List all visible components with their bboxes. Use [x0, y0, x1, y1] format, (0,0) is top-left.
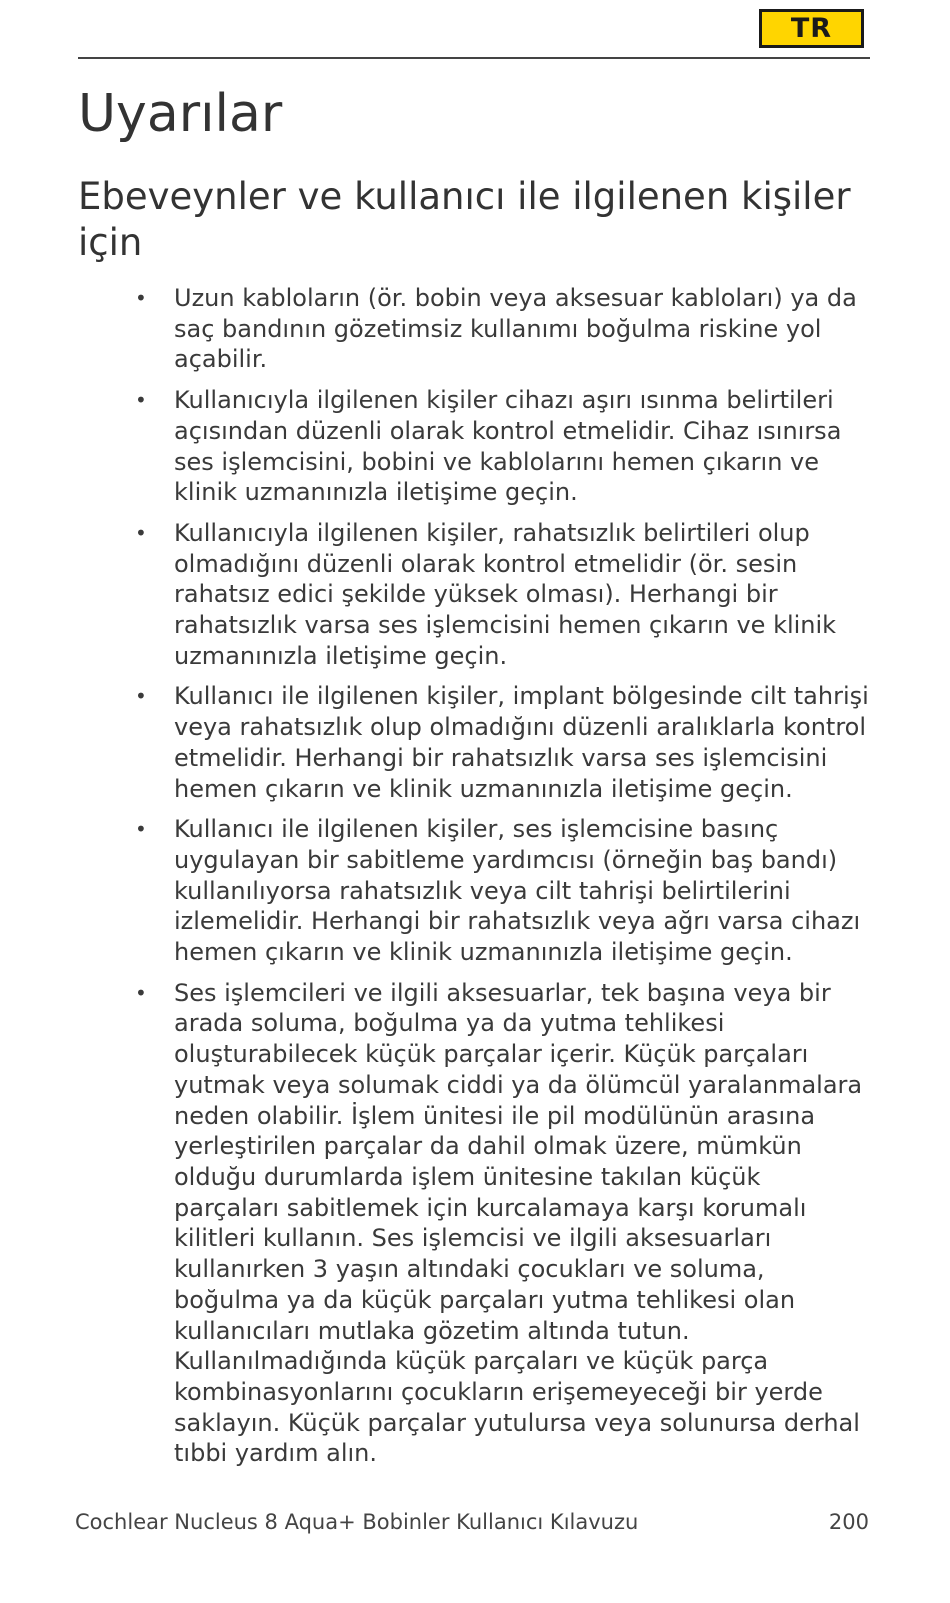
language-badge: TR	[759, 9, 864, 48]
warning-text: Uzun kabloların (ör. bobin veya aksesuar kabloları) ya da saç bandının gözetimsiz kullanımı boğulma riskine yol açabilir.	[174, 284, 857, 374]
warning-text: Ses işlemcileri ve ilgili aksesuarlar, tek başına veya bir arada soluma, boğulma ya da yutma tehlikesi oluşturabilecek küçük parçalar içerir. Küçük parçaları yutmak veya solumak ciddi ya da ölümcül yaralanmalara neden olabilir. İşlem ünitesi ile pil modülünün arasına yerleştirilen parçalar da dahil olmak üzere, mümkün olduğu durumlarda işlem ünitesine takılan küçük parçaları sabitlemek için kurcalamaya karşı korumalı kilitleri kullanın. Ses işlemcisi ve ilgili aksesuarları kullanırken 3 yaşın altındaki çocukları ve soluma, boğulma ya da küçük parçaları yutma tehlikesi olan kullanıcıları mutlaka gözetim altında tutun. Kullanılmadığında küçük parçaları ve küçük parça kombinasyonlarını çocukların erişemeyeceği bir yerde saklayın. Küçük parçalar yutulursa veya solunursa derhal tıbbi yardım alın.	[174, 978, 863, 1468]
header-divider	[78, 57, 870, 59]
warning-item	[0, 385, 872, 508]
warning-text: Kullanıcı ile ilgilenen kişiler, implant bölgesinde cilt tahrişi veya rahatsızlık olup olmadığını düzenli aralıklarla kontrol etmelidir. Herhangi bir rahatsızlık varsa ses işlemcisini hemen çıkarın ve klinik uzmanınızla iletişime geçin.	[174, 682, 869, 803]
warning-text: Kullanıcı ile ilgilenen kişiler, ses işlemcisine basınç uygulayan bir sabitleme yardımcısı (örneğin baş bandı) kullanılıyorsa rahatsızlık veya cilt tahrişi belirtilerini izlemelidir. Herhangi bir rahatsızlık veya ağrı varsa cihazı hemen çıkarın ve klinik uzmanınızla iletişime geçin.	[174, 815, 861, 967]
warning-item	[0, 681, 872, 804]
bullet-icon: •	[135, 817, 147, 842]
bullet-icon: •	[135, 388, 147, 413]
page-title: Uyarılar	[78, 84, 283, 144]
warning-item	[0, 518, 872, 672]
warning-text: Kullanıcıyla ilgilenen kişiler cihazı aşırı ısınma belirtileri açısından düzenli olarak kontrol etmelidir. Cihaz ısınırsa ses işlemcisini, bobini ve kablolarını hemen çıkarın ve klinik uzmanınızla iletişime geçin.	[174, 386, 842, 507]
warning-item	[0, 814, 872, 968]
warning-list	[0, 283, 872, 1479]
bullet-icon: •	[135, 520, 147, 545]
section-heading: Ebeveynler ve kullanıcı ile ilgilenen kişiler için	[78, 175, 851, 264]
warning-item	[0, 283, 872, 375]
footer-document-title: Cochlear Nucleus 8 Aqua+ Bobinler Kullanıcı Kılavuzu	[75, 1510, 639, 1534]
bullet-icon: •	[135, 684, 147, 709]
footer-page-number: 200	[828, 1510, 869, 1534]
warning-item	[0, 978, 872, 1469]
warning-text: Kullanıcıyla ilgilenen kişiler, rahatsızlık belirtileri olup olmadığını düzenli olarak kontrol etmelidir (ör. sesin rahatsız edici şekilde yüksek olması). Herhangi bir rahatsızlık varsa ses işlemcisini hemen çıkarın ve klinik uzmanınızla iletişime geçin.	[174, 518, 837, 670]
bullet-icon: •	[135, 980, 147, 1005]
bullet-icon: •	[135, 286, 147, 310]
